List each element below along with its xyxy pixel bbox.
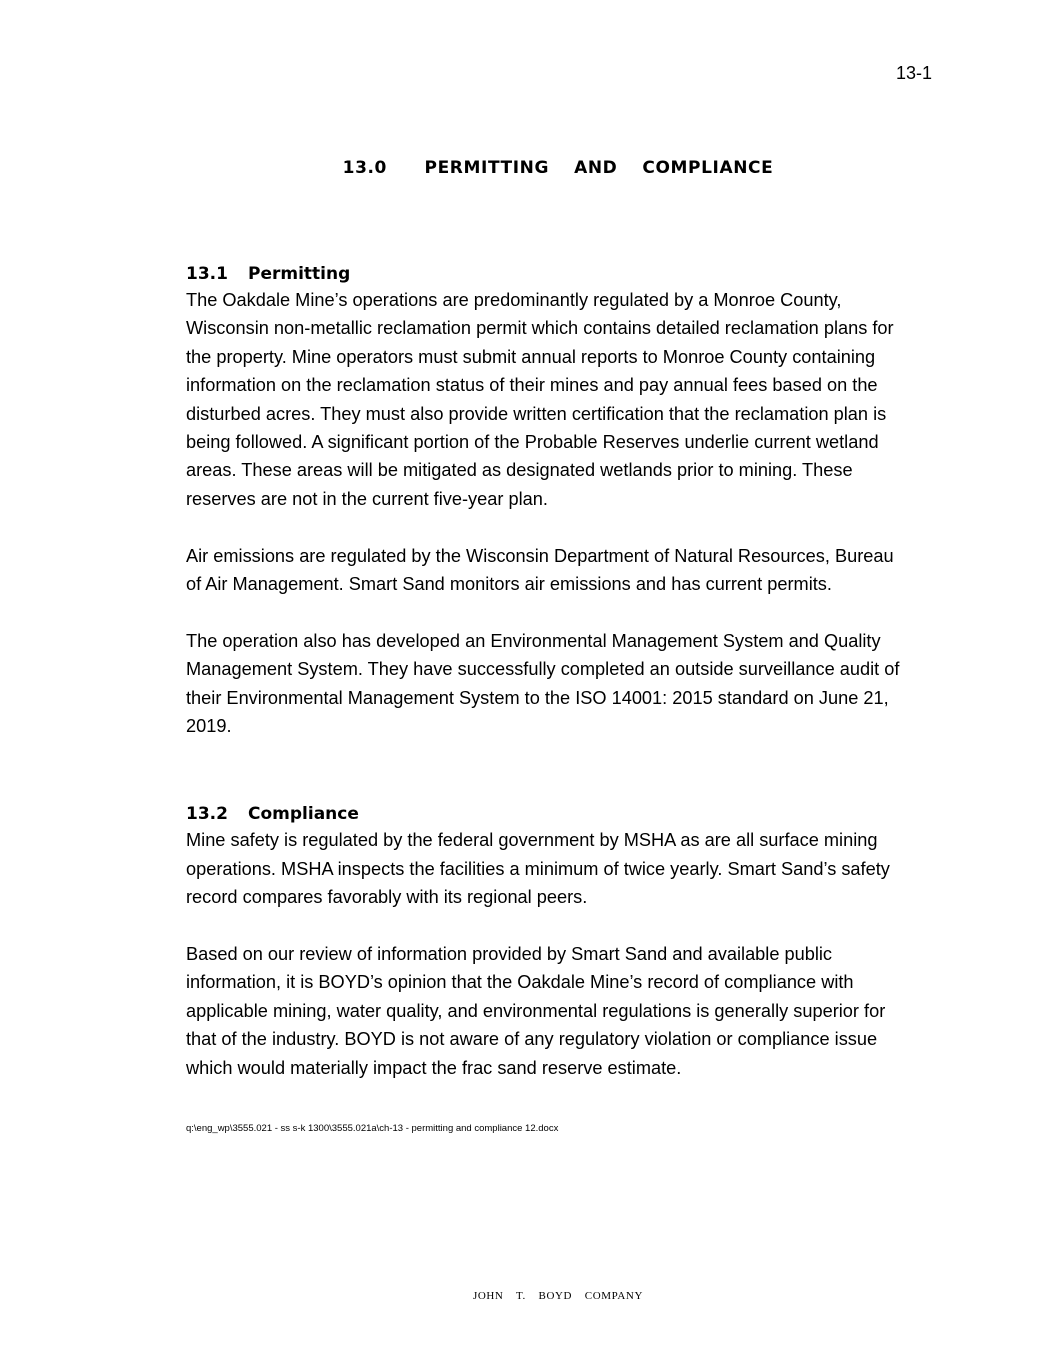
document-body: [186, 262, 946, 1082]
page-number: 13-1: [895, 63, 932, 83]
chapter-title: 13.0 PERMITTING AND COMPLIANCE: [342, 158, 774, 178]
section-number: 13.1: [186, 264, 228, 284]
company-footer: JOHN T. BOYD COMPANY: [472, 1290, 644, 1302]
file-path: q:\eng_wp\3555.021 - ss s-k 1300\3555.021a\ch-13 - permitting and compliance 12.docx: [186, 1123, 559, 1134]
section-heading-compliance: [186, 802, 946, 826]
section-title: Permitting: [248, 264, 351, 284]
section-title: Compliance: [248, 804, 359, 825]
section-heading-permitting: [186, 262, 946, 286]
section-number: 13.2: [186, 804, 228, 825]
paragraph-mine-safety: Mine safety is regulated by the federal government by MSHA as are all surface mining operations. MSHA inspects the facilities a minimum of twice yearly. Smart Sand’s safety record compares favorably with its regional peers.: [186, 830, 890, 908]
paragraph-management-system: The operation also has developed an Environmental Management System and Quality Management System. They have successfully completed an outside surveillance audit of their Environmental Management System to the ISO 14001: 2015 standard on June 21, 2019.: [186, 630, 900, 737]
paragraph-boyd-opinion: Based on our review of information provided by Smart Sand and available public information, it is BOYD’s opinion that the Oakdale Mine’s record of compliance with applicable mining, water quality, and environmental regulations is generally superior for that of the industry. BOYD is not aware of any regulatory violation or compliance issue which would materially impact the frac sand reserve estimate.: [186, 944, 886, 1078]
paragraph-reclamation-permit: The Oakdale Mine’s operations are predominantly regulated by a Monroe County, Wisconsin non-metallic reclamation permit which contains detailed reclamation plans for the property. Mine operators must submit annual reports to Monroe County containing information on the reclamation status of their mines and pay annual fees based on the disturbed acres. They must also provide written certification that the reclamation plan is being followed. A significant portion of the Probable Reserves underlie current wetland areas. These areas will be mitigated as designated wetlands prior to mining. These reserves are not in the current five-year plan.: [186, 290, 894, 509]
paragraph-air-emissions: Air emissions are regulated by the Wisconsin Department of Natural Resources, Bureau of Air Management. Smart Sand monitors air emissions and has current permits.: [186, 545, 894, 595]
